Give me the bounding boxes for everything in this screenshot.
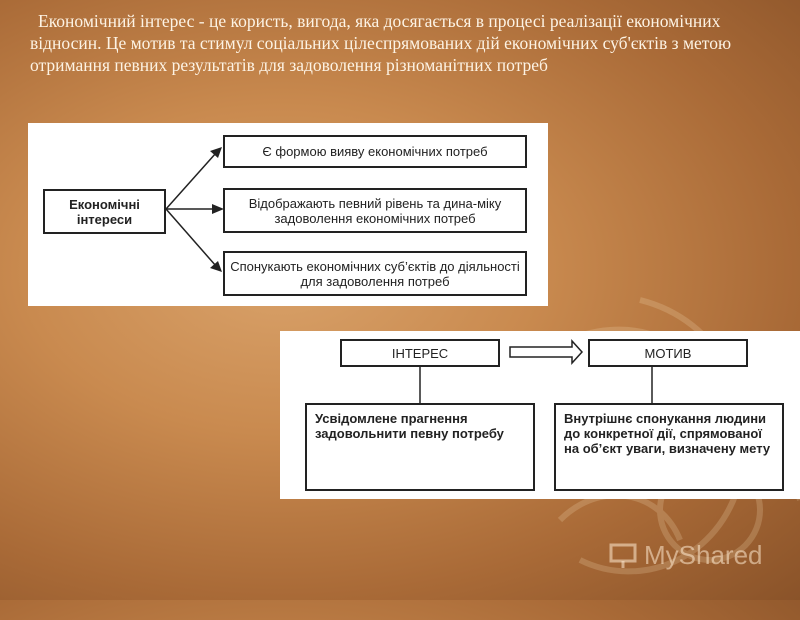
presentation-icon bbox=[608, 542, 638, 568]
branch-box-2: Відображають певний рівень та дина-міку задоволення економічних потреб bbox=[223, 188, 527, 233]
branch-box-1: Є формою вияву економічних потреб bbox=[223, 135, 527, 168]
branch-box-3: Спонукають економічних суб’єктів до діяльності для задоволення потреб bbox=[223, 251, 527, 296]
economic-interests-box: Економічні інтереси bbox=[43, 189, 166, 234]
watermark-text: MyShared bbox=[644, 539, 763, 570]
motive-description-box: Внутрішнє спонукання людини до конкретної дії, спрямованої на об’єкт уваги, визначену мету bbox=[554, 403, 784, 491]
interest-motive-diagram bbox=[280, 331, 800, 499]
interest-description-box: Усвідомлене прагнення задовольнити певну потребу bbox=[305, 403, 535, 491]
interest-title-box: ІНТЕРЕС bbox=[340, 339, 500, 367]
watermark-logo bbox=[608, 538, 763, 572]
motive-title-box: МОТИВ bbox=[588, 339, 748, 367]
intro-paragraph: Економічний інтерес - це користь, вигода, яка досягається в процесі реалізації економічних відносин. Це мотив та стимул соціальних цілеспрямованих дій економічних суб'єктів з метою отримання певних результатів для задоволення різноманітних потреб bbox=[30, 11, 732, 75]
economic-interests-diagram bbox=[28, 123, 548, 306]
